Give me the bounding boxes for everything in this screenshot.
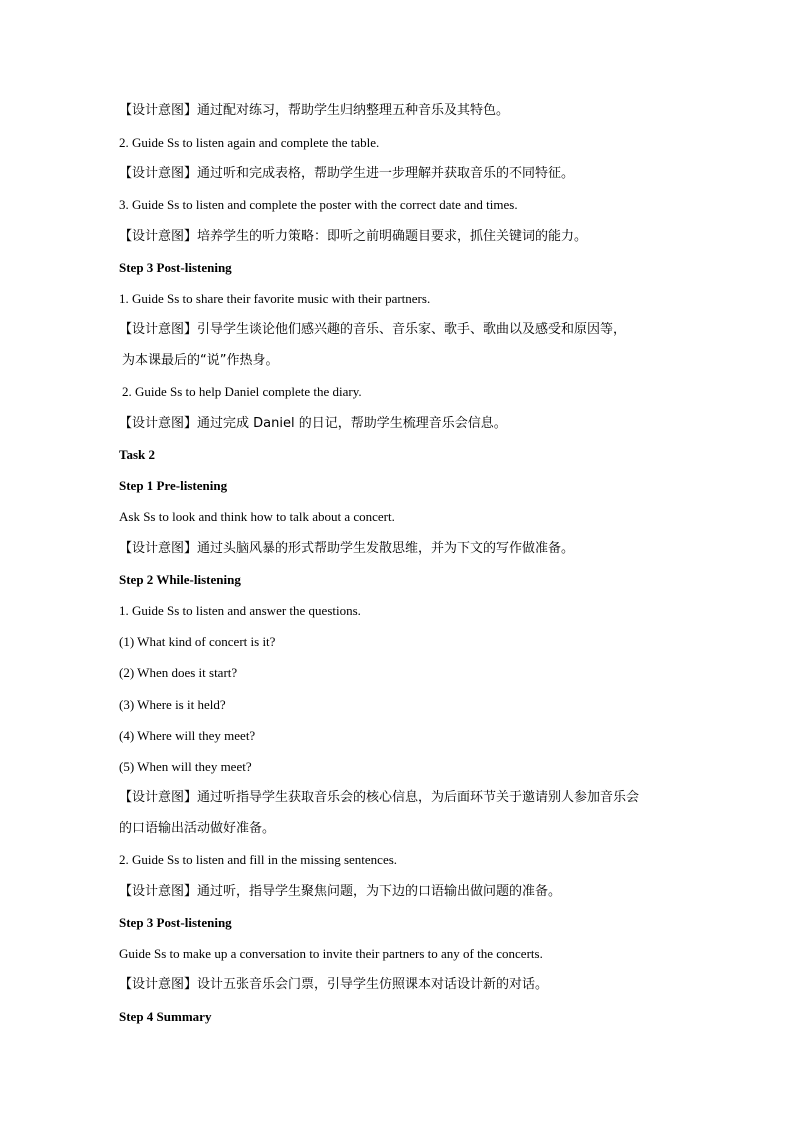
design-intent-8: 【设计意图】通过听，指导学生聚焦问题，为下边的口语输出做问题的准备。 — [119, 884, 562, 899]
question-3: (3) Where is it held? — [119, 697, 226, 712]
design-intent-4b: 为本课最后的“说”作热身。 — [122, 353, 279, 368]
design-intent-2: 【设计意图】通过听和完成表格，帮助学生进一步理解并获取音乐的不同特征。 — [119, 166, 575, 181]
design-intent-5: 【设计意图】通过完成 Daniel 的日记，帮助学生梳理音乐会信息。 — [119, 416, 507, 431]
instruction-share-music: 1. Guide Ss to share their favorite music with their partners. — [119, 291, 431, 306]
design-intent-7b: 的口语输出活动做好准备。 — [119, 821, 276, 836]
heading-step3-post-listening-2: Step 3 Post-listening — [119, 915, 232, 930]
instruction-make-conversation: Guide Ss to make up a conversation to invite their partners to any of the concerts. — [119, 946, 543, 961]
heading-step3-post-listening: Step 3 Post-listening — [119, 260, 232, 275]
design-intent-3: 【设计意图】培养学生的听力策略：即听之前明确题目要求，抓住关键词的能力。 — [119, 229, 588, 244]
heading-task2: Task 2 — [119, 447, 156, 462]
instruction-answer-questions: 1. Guide Ss to listen and answer the questions. — [119, 603, 361, 618]
question-4: (4) Where will they meet? — [119, 728, 256, 743]
instruction-fill-sentences: 2. Guide Ss to listen and fill in the missing sentences. — [119, 852, 398, 867]
instruction-listen-again: 2. Guide Ss to listen again and complete the table. — [119, 135, 380, 150]
design-intent-9: 【设计意图】设计五张音乐会门票，引导学生仿照课本对话设计新的对话。 — [119, 977, 549, 992]
heading-step2-while-listening: Step 2 While-listening — [119, 572, 241, 587]
question-1: (1) What kind of concert is it? — [119, 634, 276, 649]
design-intent-7a: 【设计意图】通过听指导学生获取音乐会的核心信息，为后面环节关于邀请别人参加音乐会 — [119, 790, 640, 805]
instruction-complete-poster: 3. Guide Ss to listen and complete the poster with the correct date and times. — [119, 197, 518, 212]
heading-step4-summary: Step 4 Summary — [119, 1009, 212, 1024]
design-intent-1: 【设计意图】通过配对练习，帮助学生归纳整理五种音乐及其特色。 — [119, 103, 510, 118]
question-2: (2) When does it start? — [119, 665, 238, 680]
instruction-look-think: Ask Ss to look and think how to talk about a concert. — [119, 509, 395, 524]
design-intent-4a: 【设计意图】引导学生谈论他们感兴趣的音乐、音乐家、歌手、歌曲以及感受和原因等， — [119, 322, 627, 337]
question-5: (5) When will they meet? — [119, 759, 252, 774]
design-intent-6: 【设计意图】通过头脑风暴的形式帮助学生发散思维，并为下文的写作做准备。 — [119, 541, 575, 556]
instruction-daniel-diary: 2. Guide Ss to help Daniel complete the diary. — [122, 384, 362, 399]
heading-step1-pre-listening: Step 1 Pre-listening — [119, 478, 228, 493]
